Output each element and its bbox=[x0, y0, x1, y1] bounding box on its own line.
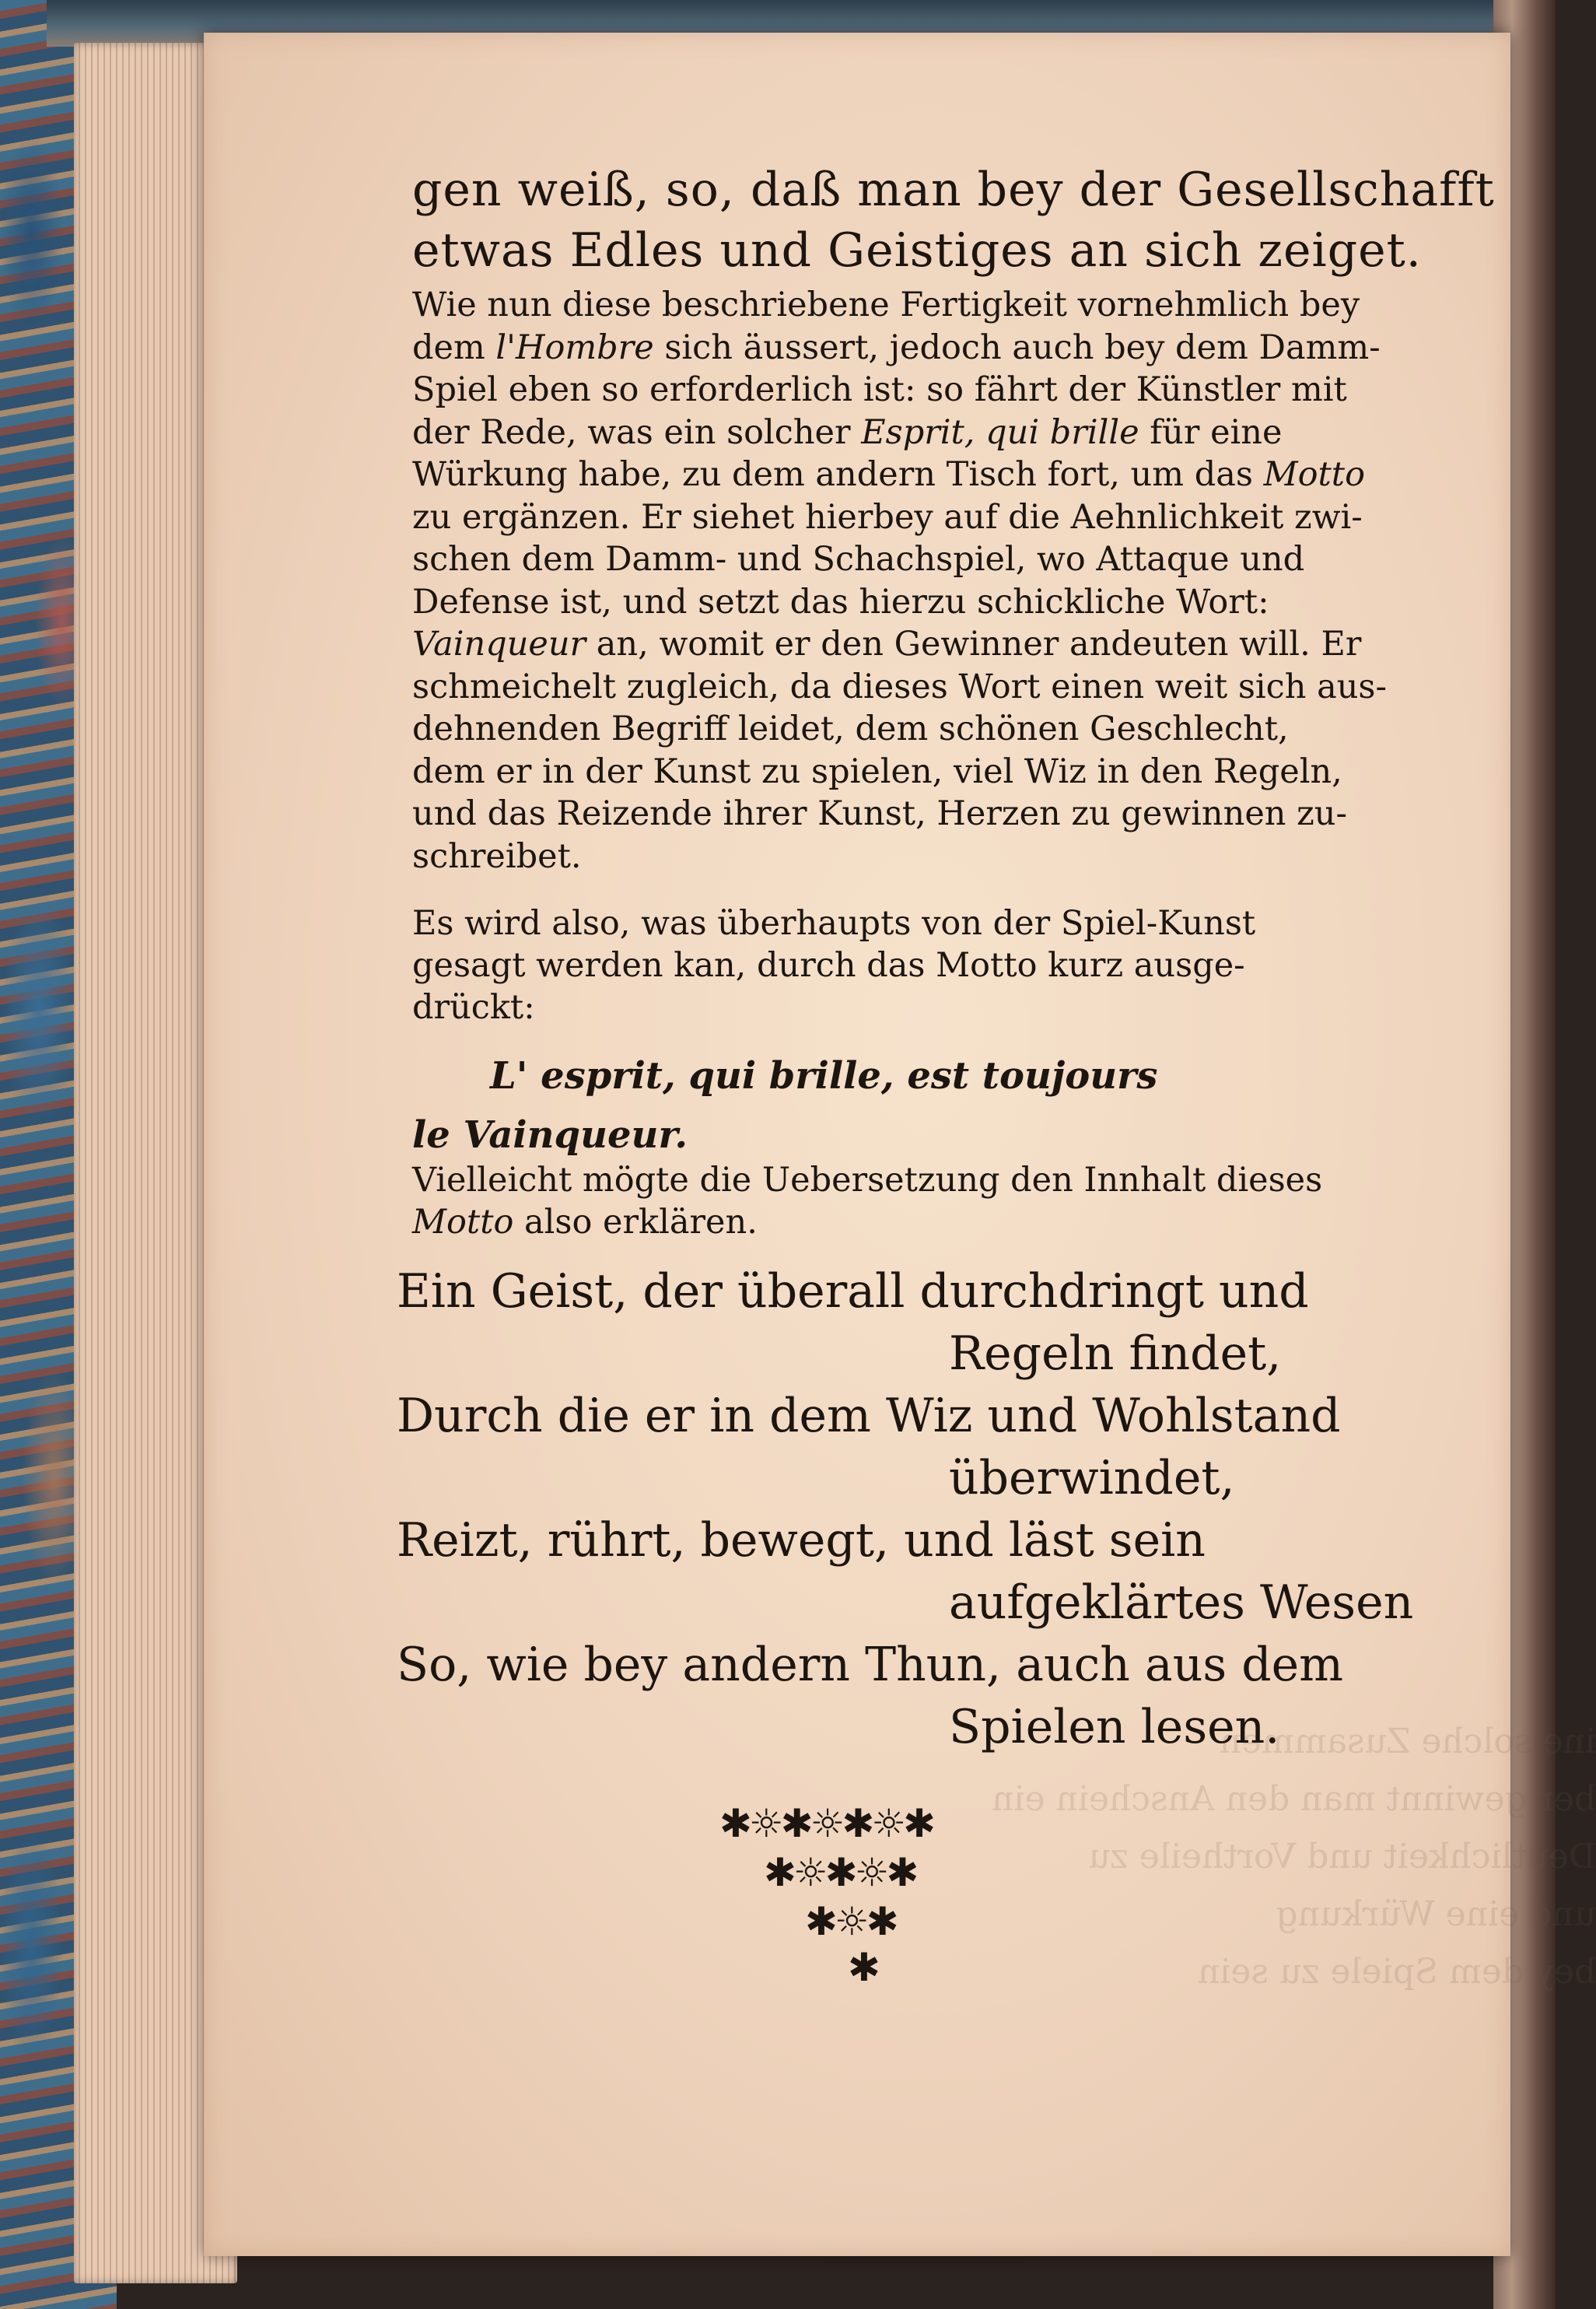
poem-line-indented: überwindet, bbox=[949, 1451, 1235, 1505]
text-span: für eine bbox=[1139, 412, 1283, 452]
text-span: Würkung habe, zu dem andern Tisch fort, um das bbox=[412, 455, 1264, 494]
poem-line-indented: aufgeklärtes Wesen bbox=[949, 1575, 1414, 1630]
paragraph-motto-intro bbox=[412, 902, 1255, 1028]
poem-line: Ein Geist, der überall durchdringt und bbox=[397, 1264, 1309, 1319]
italic-term: l'Hombre bbox=[495, 328, 654, 367]
italic-term: Motto bbox=[412, 1203, 514, 1242]
italic-term: Vainqueur bbox=[412, 625, 586, 664]
text-span: dem bbox=[412, 328, 496, 367]
text-span: also erklären. bbox=[513, 1203, 758, 1242]
bleed-through-text: ine solche Zusammen ber gewinnt man den Anschein ein Deutlichkeit und Vortheile zu und eine Würkung bey dem Spiele zu sein bbox=[992, 1722, 1596, 1992]
text-line: Spiel eben so erforderlich ist: so fährt der Künstler mit bbox=[412, 370, 1347, 409]
italic-term: Esprit, qui brille bbox=[861, 412, 1139, 452]
poem-line: Reizt, rührt, bewegt, und läst sein bbox=[397, 1513, 1206, 1568]
text-line bbox=[412, 454, 1387, 496]
motto-quote bbox=[412, 1046, 1157, 1165]
text-line: drückt: bbox=[412, 988, 535, 1027]
text-line: schmeichelt zugleich, da dieses Wort einen weit sich aus- bbox=[412, 667, 1388, 706]
text-span: sich äussert, jedoch auch bey dem Damm- bbox=[653, 328, 1381, 367]
text-line: dem er in der Kunst zu spielen, viel Wiz in den Regeln, bbox=[412, 752, 1342, 791]
poem-line-indented: Regeln findet, bbox=[949, 1326, 1282, 1381]
text-line bbox=[412, 1201, 1322, 1243]
text-span: der Rede, was ein solcher bbox=[412, 412, 862, 452]
text-line: Wie nun diese beschriebene Fertigkeit vornehmlich bey bbox=[412, 286, 1360, 324]
poem-line-indented: Spielen lesen. bbox=[949, 1700, 1280, 1754]
ornament-row-icon: ✱☼✱☼✱ bbox=[764, 1850, 916, 1895]
text-line: gen weiß, so, daß man bey der Gesellschafft bbox=[412, 163, 1495, 217]
text-line bbox=[412, 412, 1387, 454]
text-line bbox=[412, 327, 1387, 370]
motto-line: L' esprit, qui brille, est toujours bbox=[490, 1054, 1158, 1098]
text-line: Defense ist, und setzt das hierzu schickliche Wort: bbox=[412, 582, 1269, 622]
poem-line: Durch die er in dem Wiz und Wohlstand bbox=[397, 1389, 1341, 1443]
ornament-row-icon: ✱☼✱ bbox=[805, 1899, 896, 1944]
text-line: dehnenden Begriff leidet, dem schönen Geschlecht, bbox=[412, 710, 1289, 748]
text-line: und das Reizende ihrer Kunst, Herzen zu gewinnen zu- bbox=[412, 794, 1348, 833]
poem-verse bbox=[397, 1260, 1413, 1758]
paragraph-continuation bbox=[412, 159, 1495, 281]
text-line: Vielleicht mögte die Uebersetzung den Innhalt dieses bbox=[412, 1161, 1323, 1200]
text-line: zu ergänzen. Er siehet hierbey auf die Aehnlichkeit zwi- bbox=[412, 497, 1363, 537]
text-line: schreibet. bbox=[412, 836, 582, 876]
poem-line: So, wie bey andern Thun, auch aus dem bbox=[397, 1638, 1344, 1692]
italic-term: Motto bbox=[1263, 455, 1365, 494]
text-line: etwas Edles und Geistiges an sich zeiget. bbox=[412, 223, 1422, 278]
text-line: gesagt werden kan, durch das Motto kurz ausge- bbox=[412, 946, 1245, 985]
motto-line: le Vainqueur. bbox=[412, 1113, 688, 1157]
ornament-row-icon: ✱☼✱☼✱☼✱ bbox=[719, 1801, 933, 1846]
text-span: an, womit er den Gewinner andeuten will. Er bbox=[586, 625, 1362, 664]
ornament-row-icon: ✱ bbox=[848, 1945, 880, 1990]
text-line: Es wird also, was überhaupts von der Spiel-Kunst bbox=[412, 904, 1256, 943]
paragraph-translation-intro bbox=[412, 1159, 1322, 1243]
text-line: schen dem Damm- und Schachspiel, wo Attaque und bbox=[412, 540, 1305, 579]
paragraph-main bbox=[412, 284, 1387, 878]
text-line bbox=[412, 623, 1387, 666]
